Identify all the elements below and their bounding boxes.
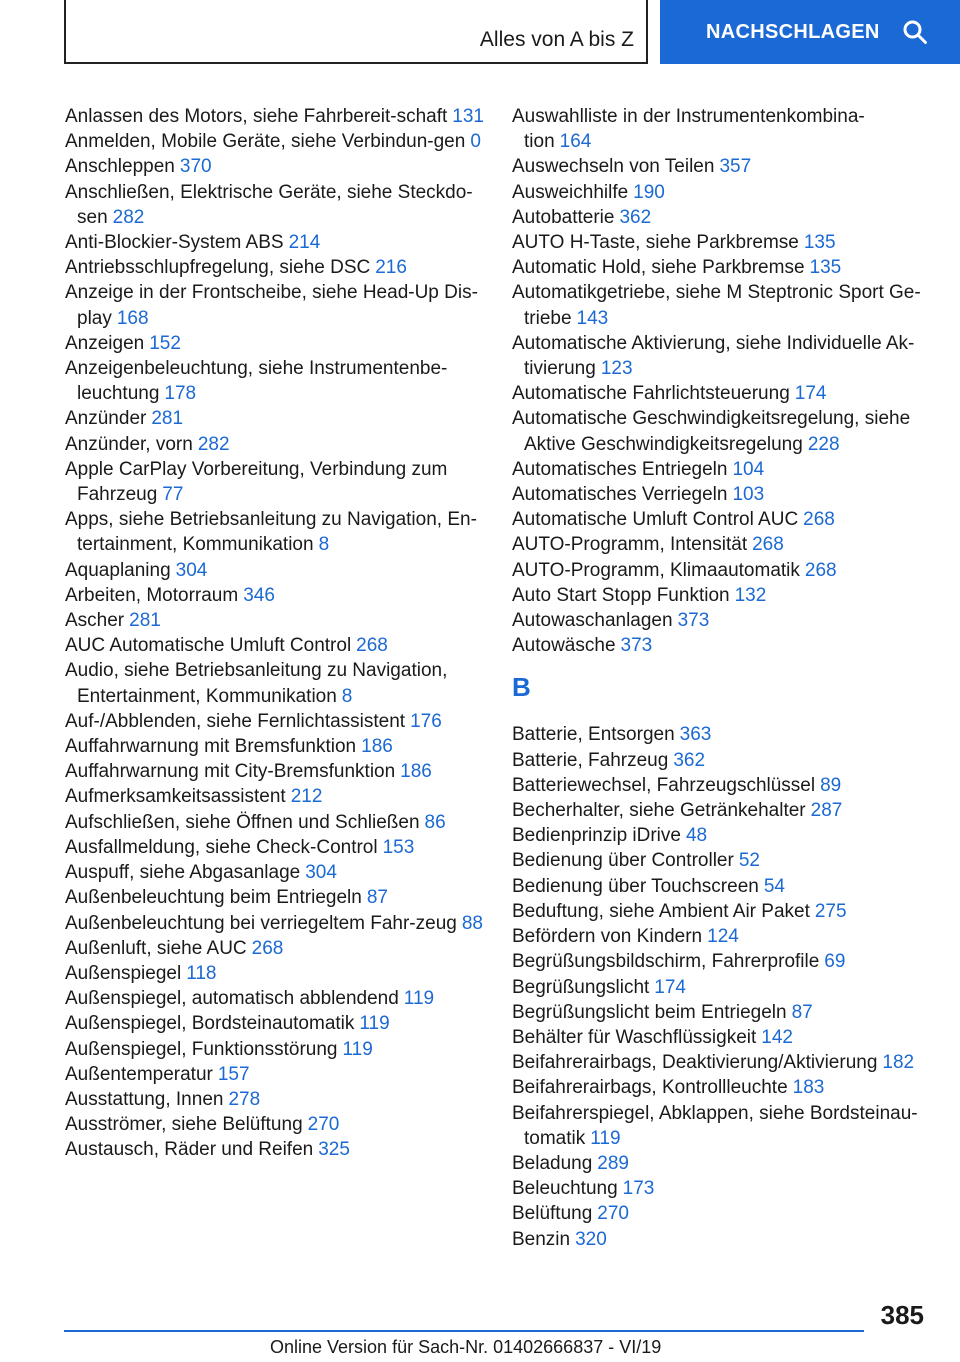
index-entry [512, 180, 932, 205]
index-entry [65, 255, 485, 280]
index-entry [512, 823, 932, 848]
index-term: Audio, siehe Betriebsanleitung zu Navigation, Entertainment, Kommunikation [65, 660, 448, 707]
page-reference-link[interactable]: 370 [179, 156, 212, 178]
index-entry [65, 180, 485, 230]
index-term: Außenspiegel, Funktionsstörung [65, 1038, 338, 1060]
page-reference-link[interactable]: 164 [559, 131, 592, 153]
index-term: Automatikgetriebe, siehe M Steptronic Sport Ge-triebe [512, 282, 921, 329]
page-reference-link[interactable]: 186 [361, 736, 393, 758]
index-entry [512, 381, 932, 406]
section-header [64, 0, 648, 64]
page-reference-link[interactable]: 281 [129, 610, 161, 632]
index-term: Bedienprinzip iDrive [512, 825, 681, 847]
index-term: Aufschließen, siehe Öffnen und Schließen [65, 811, 420, 833]
page-reference-link[interactable]: 278 [228, 1088, 261, 1110]
index-term: Außenspiegel, automatisch abblendend [65, 988, 399, 1010]
index-group-a [512, 104, 932, 658]
index-term: Begrüßungslicht [512, 976, 650, 998]
page-reference-link[interactable]: 87 [366, 887, 388, 909]
page-reference-link[interactable]: 268 [803, 509, 835, 531]
index-entry [512, 1176, 932, 1201]
index-term: AUTO H-Taste, siehe Parkbremse [512, 232, 799, 254]
page-reference-link[interactable]: 373 [620, 635, 653, 657]
page-reference-link[interactable]: 77 [162, 484, 184, 506]
index-entry [65, 1011, 485, 1036]
page-reference-link[interactable]: 182 [882, 1052, 915, 1074]
index-entry [65, 784, 485, 809]
index-term: Automatic Hold, siehe Parkbremse [512, 257, 805, 279]
index-entry [512, 532, 932, 557]
index-group-b [512, 722, 932, 1251]
index-entry [512, 583, 932, 608]
page-reference-link[interactable]: 87 [791, 1001, 813, 1023]
page-reference-link[interactable]: 52 [738, 850, 760, 872]
index-entry [65, 709, 485, 734]
index-entry [65, 406, 485, 431]
nachschlagen-nav-button[interactable] [660, 0, 960, 64]
index-entry [512, 1227, 932, 1252]
index-entry [512, 924, 932, 949]
index-term: AUTO-Programm, Intensität [512, 534, 748, 556]
page-reference-link[interactable]: 270 [597, 1203, 629, 1225]
page-reference-link[interactable]: 325 [318, 1139, 350, 1161]
page-reference-link[interactable]: 268 [251, 937, 284, 959]
page-reference-link[interactable]: 304 [175, 559, 208, 581]
index-entry [65, 961, 485, 986]
page-reference-link[interactable]: 268 [356, 635, 388, 657]
index-term: Austausch, Räder und Reifen [65, 1139, 314, 1161]
page-reference-link[interactable]: 131 [452, 106, 484, 127]
index-term: Auswechseln von Teilen [512, 156, 715, 178]
index-term: Anschleppen [65, 156, 175, 178]
index-term: Anlassen des Motors, siehe Fahrbereit-schaft [65, 106, 448, 127]
index-entry [65, 608, 485, 633]
page-reference-link[interactable]: 88 [461, 912, 483, 934]
index-term: Außenbeleuchtung beim Entriegeln [65, 887, 362, 909]
index-entry [512, 1201, 932, 1226]
page-reference-link[interactable]: 173 [622, 1178, 655, 1200]
index-entry [512, 1000, 932, 1025]
index-term: Ausweichhilfe [512, 181, 629, 203]
index-term: Bedienung über Touchscreen [512, 875, 759, 897]
index-entry [65, 759, 485, 784]
index-entry [512, 848, 932, 873]
page-reference-link[interactable]: 8 [318, 534, 330, 556]
index-entry [512, 975, 932, 1000]
page-reference-link[interactable]: 357 [719, 156, 752, 178]
index-entry [512, 748, 932, 773]
index-term: Automatisches Entriegeln [512, 458, 728, 480]
index-term: Auffahrwarnung mit City-Bremsfunktion [65, 761, 396, 783]
page-reference-link[interactable]: 86 [424, 811, 446, 833]
page-reference-link[interactable]: 142 [761, 1026, 793, 1048]
index-term: Außenspiegel [65, 962, 182, 984]
page-reference-link[interactable]: 373 [677, 610, 710, 632]
page-reference-link[interactable]: 183 [792, 1077, 825, 1099]
page-reference-link[interactable]: 152 [149, 332, 181, 354]
index-term: Apps, siehe Betriebsanleitung zu Navigation, En-tertainment, Kommunikation [65, 509, 477, 556]
index-term: Bedienung über Controller [512, 850, 734, 872]
index-entry [65, 230, 485, 255]
index-entry [65, 734, 485, 759]
page-reference-link[interactable]: 346 [243, 584, 275, 606]
page-reference-link[interactable]: 119 [403, 988, 435, 1010]
index-term: Anti-Blockier-System ABS [65, 232, 284, 254]
index-entry [512, 874, 932, 899]
page-reference-link[interactable]: 268 [804, 559, 837, 581]
page-reference-link[interactable]: 270 [307, 1114, 340, 1136]
index-entry [65, 1087, 485, 1112]
index-term: Batterie, Fahrzeug [512, 749, 669, 771]
page-reference-link[interactable]: 304 [305, 862, 337, 884]
index-term: Begrüßungsbildschirm, Fahrerprofile [512, 951, 820, 973]
index-entry [512, 1050, 932, 1075]
index-entry [65, 835, 485, 860]
index-term: Anmelden, Mobile Geräte, siehe Verbindun-gen [65, 131, 466, 153]
index-term: AUC Automatische Umluft Control [65, 635, 352, 657]
footer-version-text: Online Version für Sach-Nr. 01402666837 - VI/19 [270, 1337, 662, 1357]
page-reference-link[interactable]: 103 [732, 484, 765, 506]
index-entry [512, 482, 932, 507]
page-reference-link[interactable]: 119 [342, 1038, 373, 1060]
page-reference-link[interactable]: 320 [575, 1228, 607, 1250]
index-term: Autowaschanlagen [512, 610, 673, 632]
page-reference-link[interactable]: 119 [590, 1127, 621, 1149]
index-entry [65, 583, 485, 608]
index-entry [65, 986, 485, 1011]
index-term: Anzeige in der Frontscheibe, siehe Head-Up Dis-play [65, 282, 478, 329]
index-entry [65, 432, 485, 457]
page-reference-link[interactable]: 281 [151, 408, 184, 430]
page-reference-link[interactable]: 289 [597, 1152, 629, 1174]
page-reference-link[interactable]: 176 [410, 710, 442, 732]
index-term: Antriebsschlupfregelung, siehe DSC [65, 257, 371, 279]
page-reference-link[interactable]: 48 [685, 825, 708, 847]
page-reference-link[interactable]: 174 [654, 976, 686, 998]
page-reference-link[interactable]: 212 [290, 786, 323, 808]
index-column-right [512, 104, 932, 1252]
index-term: Ascher [65, 610, 125, 632]
page-number: 385 [880, 1300, 924, 1330]
index-term: Anzünder [65, 408, 147, 430]
index-term: Batterie, Entsorgen [512, 724, 675, 746]
index-entry [512, 1101, 932, 1151]
index-entry [65, 1112, 485, 1137]
index-entry [65, 1137, 485, 1162]
page-reference-link[interactable]: 157 [217, 1063, 250, 1085]
index-term: Anschließen, Elektrische Geräte, siehe Steckdo-sen [65, 181, 473, 228]
index-entry [65, 331, 485, 356]
page-reference-link[interactable]: 174 [794, 383, 827, 405]
index-entry [512, 633, 932, 658]
index-column-left [65, 104, 485, 1163]
page-reference-link[interactable]: 153 [382, 836, 415, 858]
index-entry [512, 1025, 932, 1050]
index-entry [65, 1037, 485, 1062]
index-term: Automatische Fahrlichtsteuerung [512, 383, 790, 405]
index-term: Aquaplaning [65, 559, 171, 581]
index-entry [65, 129, 485, 154]
page-reference-link[interactable]: 362 [673, 749, 706, 771]
index-entry [512, 798, 932, 823]
index-term: Auf-/Abblenden, siehe Fernlichtassistent [65, 710, 406, 732]
index-term: Apple CarPlay Vorbereitung, Verbindung zum Fahrzeug [65, 458, 448, 506]
page-reference-link[interactable]: 190 [633, 181, 665, 203]
index-entry [65, 457, 485, 507]
index-term: Beifahrerairbags, Kontrollleuchte [512, 1077, 788, 1099]
index-entry [512, 558, 932, 583]
index-term: Aufmerksamkeitsassistent [65, 786, 286, 808]
index-entry [512, 722, 932, 747]
index-term: Außentemperatur [65, 1063, 213, 1085]
index-entry [512, 406, 932, 456]
index-entry [512, 457, 932, 482]
page-reference-link[interactable]: 178 [164, 383, 197, 405]
index-entry [512, 899, 932, 924]
section-letter-b: B [512, 672, 531, 703]
page-reference-link[interactable]: 143 [576, 307, 609, 329]
index-term: Automatische Aktivierung, siehe Individuelle Ak-tivierung [512, 332, 915, 380]
index-entry [65, 1062, 485, 1087]
index-term: Autobatterie [512, 206, 615, 228]
page-reference-link[interactable]: 89 [820, 774, 842, 796]
index-entry [512, 608, 932, 633]
index-entry [512, 949, 932, 974]
index-term: Anzeigenbeleuchtung, siehe Instrumentenbe-leuchtung [65, 358, 448, 405]
index-term: Beladung [512, 1152, 593, 1174]
index-entry [512, 154, 932, 179]
page-reference-link[interactable]: 135 [809, 257, 842, 279]
page-reference-link[interactable]: 54 [763, 875, 785, 897]
index-term: Becherhalter, siehe Getränkehalter [512, 800, 806, 822]
index-term: Auto Start Stopp Funktion [512, 584, 730, 606]
index-term: Automatisches Verriegeln [512, 484, 728, 506]
index-term: Automatische Geschwindigkeitsregelung, siehe Aktive Geschwindigkeitsregelung [512, 408, 911, 455]
page-reference-link[interactable]: 8 [341, 685, 353, 707]
page-reference-link[interactable]: 124 [707, 926, 739, 948]
index-term: Beduftung, siehe Ambient Air Paket [512, 900, 810, 922]
page-reference-link[interactable]: 69 [824, 951, 846, 973]
index-term: Beifahrerairbags, Deaktivierung/Aktivierung [512, 1052, 878, 1074]
section-label: Alles von A bis Z [479, 28, 634, 51]
index-term: Behälter für Waschflüssigkeit [512, 1026, 757, 1048]
index-entry [65, 658, 485, 708]
page-reference-link[interactable]: 123 [600, 358, 633, 380]
index-entry [65, 810, 485, 835]
index-entry [512, 331, 932, 381]
index-entry [512, 230, 932, 255]
page-reference-link[interactable]: 282 [112, 206, 145, 228]
index-term: Beifahrerspiegel, Abklappen, siehe Bordsteinau-tomatik [512, 1102, 918, 1149]
index-term: Ausströmer, siehe Belüftung [65, 1114, 303, 1136]
page-reference-link[interactable]: 104 [732, 458, 765, 480]
index-term: Auffahrwarnung mit Bremsfunktion [65, 736, 357, 758]
index-term: Auswahlliste in der Instrumentenkombina-tion [512, 106, 865, 153]
index-term: Außenluft, siehe AUC [65, 937, 247, 959]
index-term: Automatische Umluft Control AUC [512, 509, 799, 531]
index-term: Autowäsche [512, 635, 616, 657]
index-entry [65, 104, 485, 129]
index-entry [512, 255, 932, 280]
index-term: Beleuchtung [512, 1178, 618, 1200]
index-term: Batteriewechsel, Fahrzeugschlüssel [512, 774, 816, 796]
index-entry [65, 911, 485, 936]
index-term: Begrüßungslicht beim Entriegeln [512, 1001, 787, 1023]
index-entry [65, 860, 485, 885]
page-reference-link[interactable]: 0 [470, 131, 481, 153]
page-reference-link[interactable]: 168 [116, 307, 149, 329]
index-entry [512, 280, 932, 330]
page-reference-link[interactable]: 363 [679, 724, 712, 746]
page-reference-link[interactable]: 282 [197, 433, 230, 455]
page-reference-link[interactable]: 186 [400, 761, 432, 783]
index-term: AUTO-Programm, Klimaautomatik [512, 559, 800, 581]
page-reference-link[interactable]: 287 [810, 800, 843, 822]
index-entry [512, 1075, 932, 1100]
index-entry [65, 936, 485, 961]
index-term: Benzin [512, 1228, 571, 1250]
index-term: Ausstattung, Innen [65, 1088, 224, 1110]
index-term: Ausfallmeldung, siehe Check-Control [65, 836, 378, 858]
index-term: Anzünder, vorn [65, 433, 193, 455]
index-entry [65, 280, 485, 330]
index-term: Arbeiten, Motorraum [65, 584, 239, 606]
page-reference-link[interactable]: 362 [619, 206, 652, 228]
index-term: Befördern von Kindern [512, 926, 703, 948]
index-entry [65, 356, 485, 406]
page-reference-link[interactable]: 268 [752, 534, 784, 556]
index-term: Auspuff, siehe Abgasanlage [65, 862, 301, 884]
index-term: Außenbeleuchtung bei verriegeltem Fahr-zeug [65, 912, 457, 934]
index-entry [512, 773, 932, 798]
footer-divider [64, 1330, 864, 1332]
index-term: Anzeigen [65, 332, 145, 354]
index-term: Außenspiegel, Bordsteinautomatik [65, 1013, 355, 1035]
index-entry [65, 885, 485, 910]
page-reference-link[interactable]: 119 [359, 1013, 390, 1035]
index-entry [65, 633, 485, 658]
index-entry [512, 104, 932, 154]
index-entry [65, 507, 485, 557]
page-reference-link[interactable]: 132 [734, 584, 767, 606]
page-reference-link[interactable]: 228 [807, 433, 840, 455]
index-entry [512, 1151, 932, 1176]
index-entry [512, 205, 932, 230]
page-reference-link[interactable]: 135 [803, 232, 836, 254]
nav-button-label: NACHSCHLAGEN [706, 20, 880, 43]
page-reference-link[interactable]: 216 [375, 257, 407, 279]
page-reference-link[interactable]: 275 [814, 900, 847, 922]
page-reference-link[interactable]: 214 [288, 232, 321, 254]
index-entry [65, 154, 485, 179]
index-entry [65, 558, 485, 583]
search-icon [902, 19, 928, 45]
index-entry [512, 507, 932, 532]
index-term: Belüftung [512, 1203, 593, 1225]
page-reference-link[interactable]: 118 [186, 962, 217, 984]
